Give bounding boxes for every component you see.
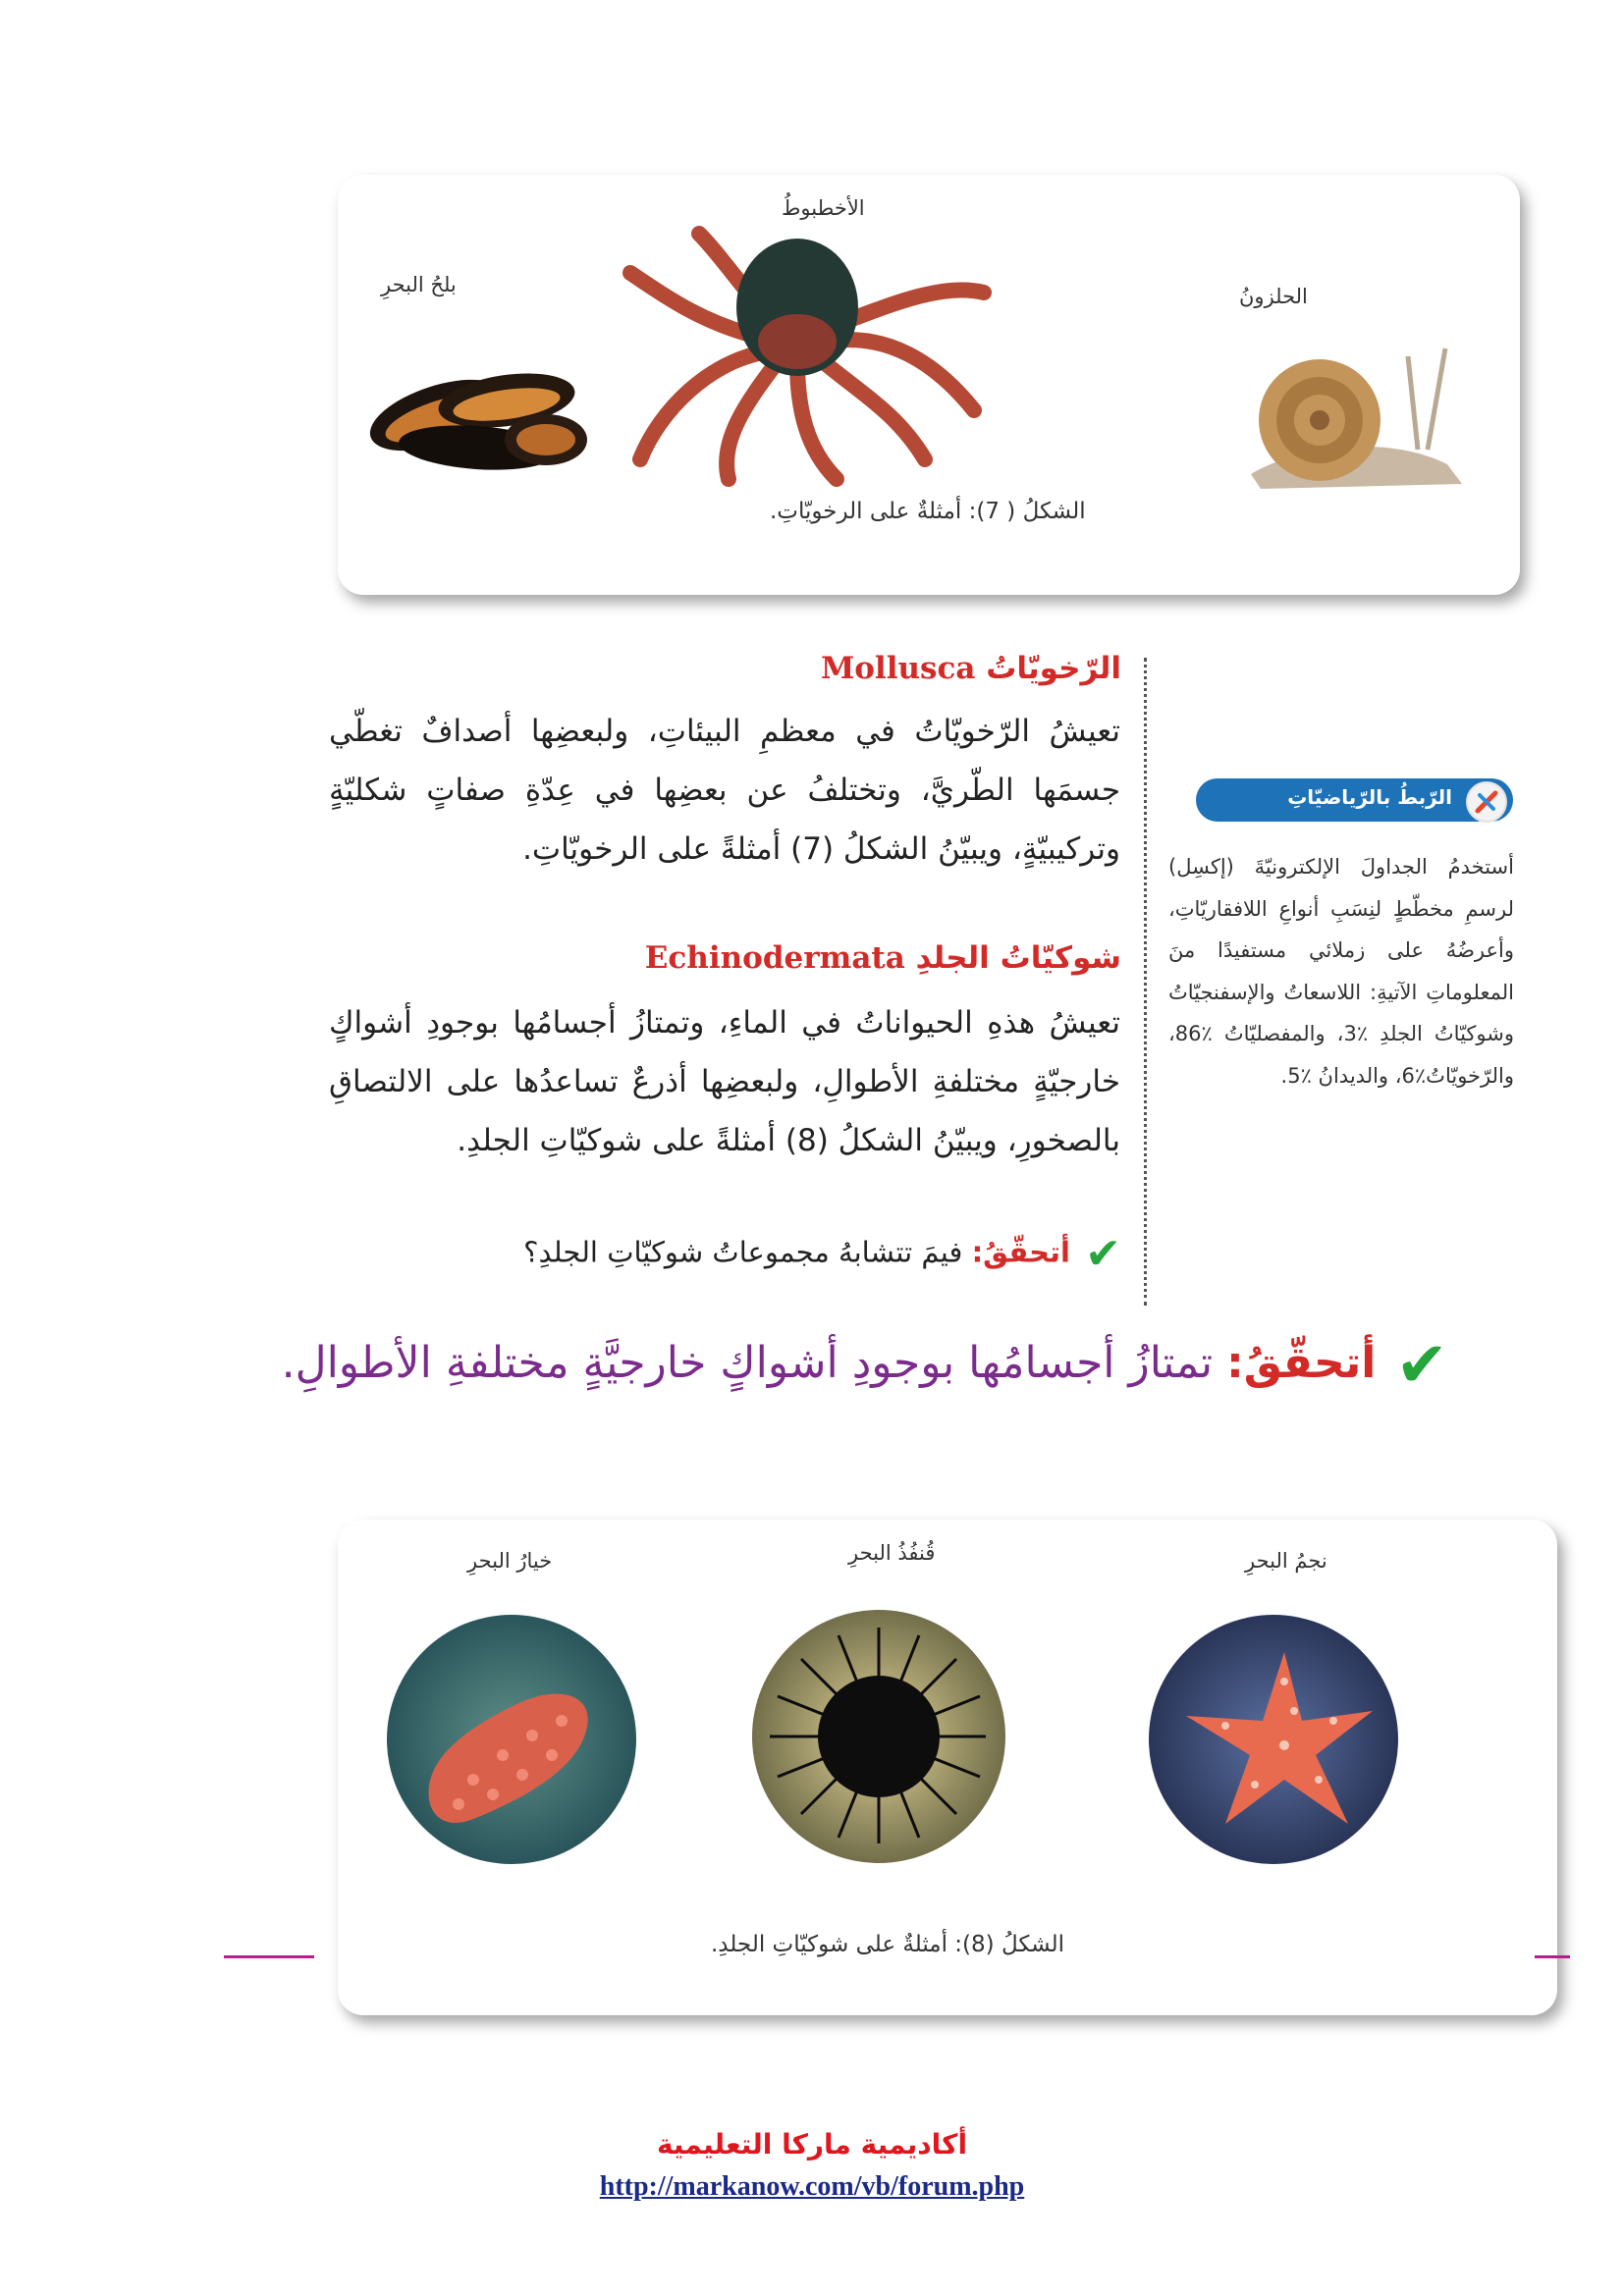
check-keyword: أتحقّقُ: <box>971 1235 1070 1269</box>
check-question <box>523 1229 1121 1279</box>
label-mussel: بلحُ البحرِ <box>381 273 457 296</box>
echinodermata-heading-ar: شوكيّاتُ الجلدِ <box>915 940 1121 976</box>
mollusca-heading-ar: الرّخويّاتُ <box>986 651 1121 686</box>
math-link-text: أستخدمُ الجداولَ الإلكترونيّةَ (إكسِل) لرسمِ مخطّطٍ لنِسَبِ أنواعِ اللافقاريّاتِ، وأعرضُهُ على زملائي مستفيدًا منَ المعلوماتِ الآتيةِ: اللاسعاتُ والإسفنجيّاتُ وشوكيّاتُ الجلدِ ٪3، والمفصليّاتُ ٪86، والرّخويّاتُ٪6، والديدانُ ٪5. <box>1168 855 1514 1088</box>
figure-8-panel <box>338 1520 1557 2015</box>
check-question-text: فيمَ تتشابهُ مجموعاتُ شوكيّاتِ الجلدِ؟ <box>523 1235 963 1269</box>
answer-text: تمتازُ أجسامُها بوجودِ أشواكٍ خارجيَّةٍ مختلفةِ الأطوالِ. <box>281 1338 1214 1388</box>
math-link-badge <box>1196 778 1513 822</box>
bottom-rule-left <box>224 1955 314 1958</box>
mollusca-heading-en: Mollusca <box>820 651 976 686</box>
sea-urchin-image <box>750 1608 1007 1865</box>
answer-keyword: أتحقّقُ: <box>1226 1338 1377 1388</box>
mussel-image <box>359 332 595 479</box>
footer-link[interactable]: http://markanow.com/vb/forum.php <box>599 2171 1025 2202</box>
echinodermata-paragraph: تعيشُ هذهِ الحيواناتُ في الماءِ، وتمتازُ أجسامُها بوجودِ أشواكٍ خارجيّةٍ مختلفةِ الأطوالِ، ولبعضِها أذرعٌ تساعدُها على الالتصاقِ بالصخورِ، ويبيّنُ الشكلُ (8) أمثلةً على شوكيّاتِ الجلدِ. <box>329 1005 1120 1158</box>
label-starfish: نجمُ البحرِ <box>1245 1549 1327 1573</box>
figure-7-panel <box>338 175 1520 595</box>
bottom-rule-right <box>1535 1955 1570 1958</box>
label-sea-urchin: قُنفُذُ البحرِ <box>848 1541 936 1565</box>
footer-title: أكاديمية ماركا التعليمية <box>656 2128 968 2161</box>
echinodermata-heading <box>645 940 1121 976</box>
echinodermata-heading-en: Echinodermata <box>644 940 905 976</box>
octopus-image <box>601 214 1003 499</box>
mollusca-paragraph: تعيشُ الرّخويّاتُ في معظمِ البيئاتِ، ولبعضِها أصدافٌ تغطّي جسمَها الطّريَّ، وتختلفُ عن بعضِها في عِدّةِ صفاتٍ شكليّةٍ وتركيبيّةٍ، ويبيّنُ الشكلُ (7) أمثلةً على الرخويّاتِ. <box>329 714 1120 867</box>
starfish-image <box>1147 1613 1400 1866</box>
sea-cucumber-image <box>385 1613 638 1866</box>
column-divider <box>1144 658 1147 1306</box>
ruler-pencil-icon <box>1466 781 1507 823</box>
answer-checkmark-icon: ✔ <box>1395 1329 1448 1402</box>
math-link-title: الرّبطُ بالرّياضيّاتِ <box>1287 785 1452 809</box>
figure-8-caption: الشكلُ (8): أمثلةٌ على شوكيّاتِ الجلدِ. <box>711 1932 1064 1957</box>
label-sea-cucumber: خيارُ البحرِ <box>467 1549 553 1573</box>
label-octopus: الأخطبوطُ <box>782 196 865 220</box>
label-snail: الحلزونُ <box>1239 285 1308 308</box>
mollusca-heading <box>821 651 1121 686</box>
snail-image <box>1241 327 1467 499</box>
answer-block <box>250 1320 1448 1409</box>
checkmark-icon: ✔ <box>1085 1229 1121 1279</box>
figure-7-caption: الشكلُ ( 7): أمثلةٌ على الرخويّاتِ. <box>770 499 1086 524</box>
